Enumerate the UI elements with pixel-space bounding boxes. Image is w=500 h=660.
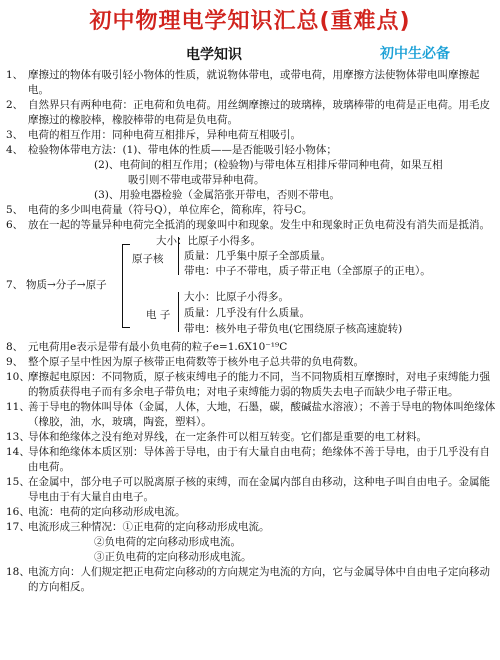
nucleus-label: 原子核 xyxy=(132,253,164,265)
list-item xyxy=(6,535,496,550)
item-number: 15、 xyxy=(6,476,30,488)
item-text: 放在一起的等量异种电荷完全抵消的现象叫中和现象。发生中和现象时正负电荷没有消失而是抵消。 xyxy=(28,219,490,231)
item-text: ③正负电荷的定向移动形成电流。 xyxy=(94,551,252,563)
bracket-main-top xyxy=(122,244,130,245)
list-item xyxy=(6,370,496,400)
item-text: 摩擦起电原因：不同物质，原子核束缚电子的能力不同，当不同物质相互摩擦时，对电子束缚能力强的物质获得电子而有多余电子带负电；对电子束缚能力弱的物质失去电子而缺少电子带正电。 xyxy=(28,371,490,398)
item-number: 8、 xyxy=(6,341,24,353)
item-text: 在金属中，部分电子可以脱离原子核的束缚，而在金属内部自由移动，这种电子叫自由电子。金属能导电由于有大量自由电子。 xyxy=(28,476,490,503)
electron-size: 大小：比原子小得多。 xyxy=(184,291,289,303)
list-item xyxy=(6,445,496,475)
bracket-main xyxy=(122,244,123,328)
item-number: 17、 xyxy=(6,521,30,533)
list-item xyxy=(6,400,496,430)
item-text: 摩擦过的物体有吸引轻小物体的性质，就说物体带电，或带电荷，用摩擦方法使物体带电叫摩擦起电。 xyxy=(28,69,480,96)
nucleus-size: 大小：比原子小得多。 xyxy=(156,235,261,247)
item-text: (3)、用验电器检验（金属箔张开带电，否则不带电。 xyxy=(94,189,340,201)
list-item xyxy=(6,68,496,98)
item-number: 2、 xyxy=(6,99,24,111)
list-item xyxy=(6,203,496,218)
badge: 初中生必备 xyxy=(380,46,450,62)
item-number: 1、 xyxy=(6,69,24,81)
electron-label: 电 子 xyxy=(146,309,171,321)
item-number: 18、 xyxy=(6,566,30,578)
item-number: 3、 xyxy=(6,129,24,141)
item-list-2 xyxy=(6,340,496,595)
item-text: 电流方向：人们规定把正电荷定向移动的方向规定为电流的方向，它与金属导体中自由电子定向移动的方向相反。 xyxy=(28,566,490,593)
atom-chain: 物质→分子→原子 xyxy=(26,279,107,291)
list-item xyxy=(6,158,496,173)
electron-charge: 带电：核外电子带负电(它围绕原子核高速旋转) xyxy=(184,323,403,335)
list-item xyxy=(6,143,496,158)
list-item xyxy=(6,430,496,445)
item-text: 电荷的多少叫电荷量（符号Q），单位库仑，简称库，符号C。 xyxy=(28,204,313,216)
list-item xyxy=(6,550,496,565)
list-item xyxy=(6,355,496,370)
electron-mass: 质量：几乎没有什么质量。 xyxy=(184,307,310,319)
item-text: 善于导电的物体叫导体（金属，人体，大地，石墨，碳，酸碱盐水溶液）；不善于导电的物体叫绝缘体（橡胶，油，水，玻璃，陶瓷，塑料）。 xyxy=(28,401,496,428)
item-number: 14、 xyxy=(6,446,30,458)
item-text: 导体和绝缘体之没有绝对界线，在一定条件可以相互转变。它们都是重要的电工材料。 xyxy=(28,431,427,443)
list-item xyxy=(6,340,496,355)
list-item xyxy=(6,565,496,595)
item-text: ②负电荷的定向移动形成电流。 xyxy=(94,536,241,548)
item-text: 吸引则不带电或带异种电荷。 xyxy=(128,174,265,186)
item-text: 电流形成三种情况：①正电荷的定向移动形成电流。 xyxy=(28,521,270,533)
bracket-main-bottom xyxy=(122,327,130,328)
item-text: 整个原子呈中性因为原子核带正电荷数等于核外电子总共带的负电荷数。 xyxy=(28,356,364,368)
list-item xyxy=(6,520,496,535)
list-item xyxy=(6,128,496,143)
content-body xyxy=(6,68,496,595)
list-item xyxy=(6,98,496,128)
list-item xyxy=(6,218,496,233)
atom-num: 7、 xyxy=(6,279,24,291)
item-text: 元电荷用e表示是带有最小负电荷的粒子e=1.6X10⁻¹⁹C xyxy=(28,341,288,353)
item-text: 自然界只有两种电荷：正电荷和负电荷。用丝绸摩擦过的玻璃棒，玻璃棒带的电荷是正电荷。用毛皮摩擦过的橡胶棒，橡胶棒带的电荷是负电荷。 xyxy=(28,99,490,126)
bracket-electron xyxy=(178,292,179,332)
list-item xyxy=(6,173,496,188)
item-number: 6、 xyxy=(6,219,24,231)
list-item xyxy=(6,505,496,520)
item-number: 4、 xyxy=(6,144,24,156)
item-number: 9、 xyxy=(6,356,24,368)
nucleus-charge: 带电：中子不带电，质子带正电（全部原子的正电）。 xyxy=(184,265,431,277)
section-subtitle: 电学知识 xyxy=(186,47,242,63)
atom-structure xyxy=(6,234,496,338)
item-text: 检验物体带电方法：(1)、带电体的性质——是否能吸引轻小物体； xyxy=(28,144,337,156)
nucleus-mass: 质量：几乎集中原子全部质量。 xyxy=(184,250,331,262)
list-item xyxy=(6,475,496,505)
item-number: 5、 xyxy=(6,204,24,216)
item-number: 13、 xyxy=(6,431,30,443)
page-title: 初中物理电学知识汇总(重难点) xyxy=(89,9,411,34)
item-text: (2)、电荷间的相互作用；(检验物)与带电体互相排斥带同种电荷，如果互相 xyxy=(94,159,443,171)
item-number: 16、 xyxy=(6,506,30,518)
item-text: 导体和绝缘体本质区别：导体善于导电，由于有大量自由电荷；绝缘体不善于导电，由于几乎没有自由电荷。 xyxy=(28,446,490,473)
list-item xyxy=(6,188,496,203)
item-text: 电荷的相互作用：同种电荷互相排斥，异种电荷互相吸引。 xyxy=(28,129,301,141)
item-number: 10、 xyxy=(6,371,30,383)
item-text: 电流：电荷的定向移动形成电流。 xyxy=(28,506,186,518)
item-number: 11、 xyxy=(6,401,30,413)
item-list-1 xyxy=(6,68,496,233)
